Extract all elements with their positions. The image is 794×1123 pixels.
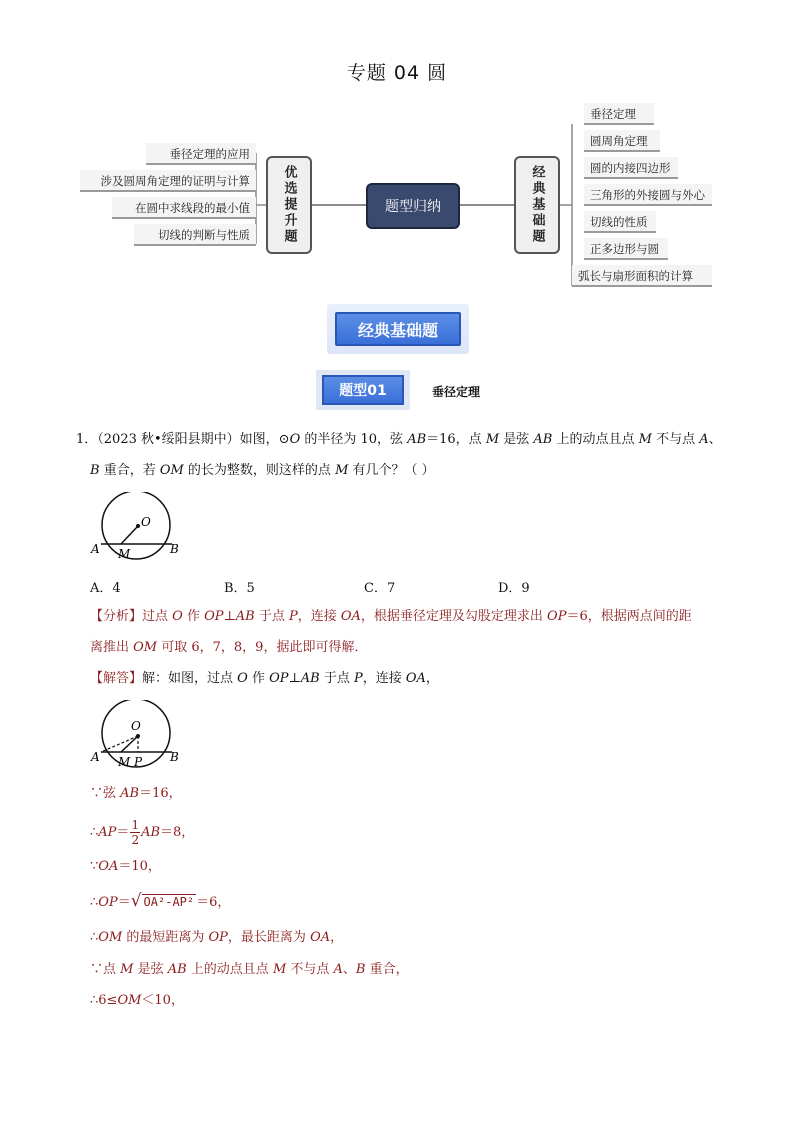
right-item-5: 切线的性质	[584, 211, 656, 233]
right-item-2: 圆周角定理	[584, 130, 660, 152]
question-line-2: B 重合，若 OM 的长为整数，则这样的点 M 有几个？（ ）	[90, 463, 435, 478]
question-line-1: 1．（2023 秋•绥阳县期中）如图，⊙O 的半径为 10，弦 AB＝16，点 M 是弦 AB 上的动点且点 M 不与点 A、	[76, 432, 722, 447]
right-item-3: 圆的内接四边形	[584, 157, 678, 179]
type-badge-label: 题型01	[322, 375, 404, 405]
left-item-1: 垂径定理的应用	[146, 143, 256, 165]
radicand: OA²-AP²	[143, 895, 195, 909]
label-B: B	[170, 750, 179, 764]
step-3: ∵OA＝10，	[90, 859, 161, 874]
option-b: B．5	[224, 581, 255, 596]
type-title: 垂径定理	[432, 385, 481, 399]
circle-figure-1	[88, 492, 188, 562]
mind-map-connectors	[0, 0, 794, 300]
section-banner-label: 经典基础题	[335, 312, 461, 346]
left-category-box: 优选提升题	[266, 156, 312, 254]
step-6: ∵点 M 是弦 AB 上的动点且点 M 不与点 A、B 重合，	[90, 962, 409, 977]
analysis-line-2: 离推出 OM 可取 6，7，8，9，据此即可得解．	[90, 640, 368, 655]
option-d: D．9	[498, 581, 530, 596]
label-A: A	[91, 542, 100, 556]
right-category-box: 经典基础题	[514, 156, 560, 254]
type-badge	[316, 370, 410, 410]
left-item-4: 切线的判断与性质	[134, 224, 256, 246]
label-A: A	[91, 750, 100, 764]
center-node: 题型归纳	[366, 183, 460, 229]
step-7: ∴6≤OM＜10，	[90, 993, 184, 1008]
mind-map	[0, 0, 794, 300]
label-O: O	[131, 719, 141, 733]
sqrt-icon: √	[130, 891, 142, 911]
answer-line-1: 【解答】解：如图，过点 O 作 OP⊥AB 于点 P，连接 OA，	[90, 671, 439, 686]
analysis-line-1: 【分析】过点 O 作 OP⊥AB 于点 P，连接 OA，根据垂径定理及勾股定理求出 OP＝6，根据两点间的距	[90, 609, 692, 624]
right-item-1: 垂径定理	[584, 103, 654, 125]
right-item-4: 三角形的外接圆与外心	[584, 184, 712, 206]
right-item-6: 正多边形与圆	[584, 238, 668, 260]
circle-figure-2	[88, 700, 188, 772]
page-title: 专题 04 圆	[346, 62, 448, 84]
option-a: A．4	[90, 581, 121, 596]
step-1: ∵弦 AB＝16，	[90, 786, 182, 801]
step-5: ∴OM 的最短距离为 OP，最长距离为 OA，	[90, 930, 344, 945]
right-item-7: 弧长与扇形面积的计算	[572, 265, 712, 287]
label-O: O	[141, 515, 151, 529]
label-M: M	[118, 755, 131, 769]
section-banner	[327, 304, 469, 354]
label-B: B	[170, 542, 179, 556]
fraction-half: $\frac{1}{2}$	[131, 818, 140, 847]
step-4: ∴OP＝√ OA²-AP² ＝6，	[90, 891, 231, 911]
left-item-2: 涉及圆周角定理的证明与计算	[80, 170, 256, 192]
left-item-3: 在圆中求线段的最小值	[112, 197, 256, 219]
label-P: P	[134, 755, 143, 769]
label-M: M	[118, 547, 131, 561]
option-c: C．7	[364, 581, 396, 596]
step-2: ∴AP＝ $\frac{1}{2}$ AB＝8，	[90, 818, 195, 847]
